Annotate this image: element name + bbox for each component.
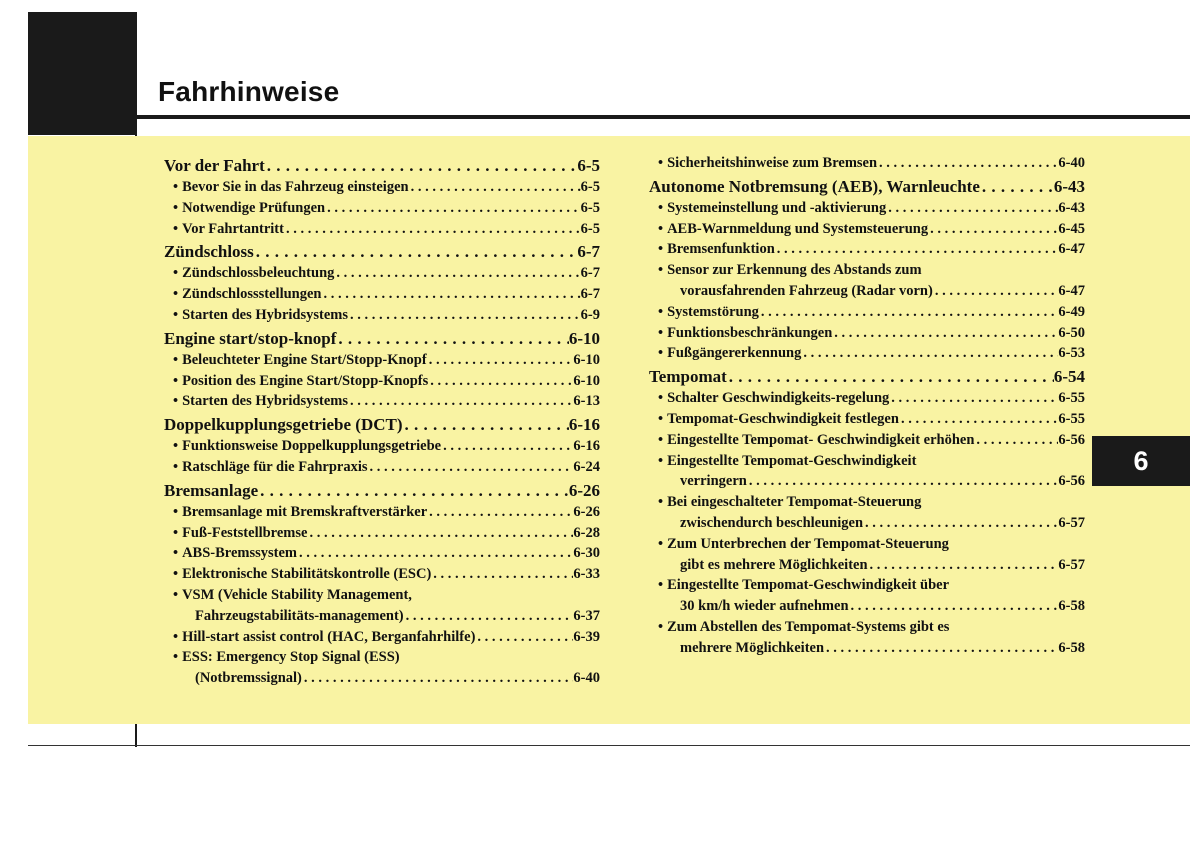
toc-entry[interactable]	[649, 343, 1085, 364]
toc-entry-title: Hill-start assist control (HAC, Berganfahrhilfe)	[182, 628, 476, 645]
toc-page-number: 6-43	[1058, 199, 1085, 216]
toc-entry[interactable]	[649, 617, 1085, 638]
toc-heading[interactable]	[164, 155, 600, 177]
toc-entry-title: Eingestellte Tempomat- Geschwindigkeit erhöhen	[667, 431, 975, 448]
toc-entry[interactable]	[649, 153, 1085, 174]
toc-heading[interactable]	[164, 328, 600, 350]
toc-entry[interactable]	[649, 219, 1085, 240]
bullet-icon: •	[658, 431, 664, 448]
dot-leader	[899, 409, 1058, 430]
dot-leader	[409, 177, 581, 198]
toc-page-number: 6-10	[573, 372, 600, 389]
toc-entry-title: verringern	[680, 473, 747, 490]
toc-entry-title: Funktionsweise Doppelkupplungsgetriebe	[182, 438, 442, 455]
toc-page-number: 6-55	[1058, 390, 1085, 407]
toc-entry-title: Notwendige Prüfungen	[182, 199, 326, 216]
dot-leader	[801, 343, 1058, 364]
bullet-icon: •	[658, 390, 664, 407]
toc-page-number: 6-49	[1058, 303, 1085, 320]
dot-leader	[348, 305, 581, 326]
toc-entry[interactable]	[164, 284, 600, 305]
toc-entry[interactable]	[649, 575, 1085, 596]
toc-entry-title: Zündschloss	[164, 242, 254, 262]
toc-entry[interactable]	[649, 471, 1085, 492]
toc-page-number: 6-56	[1058, 431, 1085, 448]
dot-leader	[403, 414, 569, 436]
toc-page-number: 6-10	[568, 328, 600, 348]
toc-entry[interactable]	[164, 668, 600, 689]
toc-heading[interactable]	[164, 241, 600, 263]
toc-entry-title: Systemstörung	[667, 303, 759, 320]
toc-entry-title: Fahrzeugstabilitäts-management)	[195, 607, 404, 624]
toc-entry-title: Position des Engine Start/Stopp-Knopfs	[182, 372, 429, 389]
toc-entry[interactable]	[649, 430, 1085, 451]
toc-heading[interactable]	[649, 366, 1085, 388]
toc-entry[interactable]	[649, 513, 1085, 534]
toc-page-number: 6-50	[1058, 324, 1085, 341]
bullet-icon: •	[658, 262, 664, 279]
bullet-icon: •	[173, 566, 179, 583]
dot-leader	[441, 436, 573, 457]
toc-entry[interactable]	[164, 523, 600, 544]
bullet-icon: •	[173, 458, 179, 475]
toc-entry[interactable]	[649, 409, 1085, 430]
toc-entry-title: (Notbremssignal)	[195, 670, 302, 687]
chapter-tab[interactable]: 6	[1092, 436, 1190, 486]
toc-entry[interactable]	[649, 281, 1085, 302]
dot-leader	[832, 323, 1058, 344]
toc-entry-title: Bremsenfunktion	[667, 241, 775, 258]
dot-leader	[265, 155, 578, 177]
bullet-icon: •	[658, 303, 664, 320]
toc-entry[interactable]	[649, 596, 1085, 617]
toc-entry-title: Eingestellte Tempomat-Geschwindigkeit über	[667, 577, 950, 594]
bullet-icon: •	[173, 524, 179, 541]
toc-entry-title: Bremsanlage mit Bremskraftverstärker	[182, 503, 428, 520]
bullet-icon: •	[173, 351, 179, 368]
toc-page-number: 6-58	[1058, 639, 1085, 656]
bullet-icon: •	[173, 586, 179, 603]
bullet-icon: •	[658, 155, 664, 171]
toc-page-number: 6-47	[1058, 282, 1085, 299]
dot-leader	[974, 430, 1058, 451]
toc-entry-title: Zum Abstellen des Tempomat-Systems gibt es	[667, 618, 950, 635]
toc-entry-title: Fuß-Feststellbremse	[182, 524, 308, 541]
dot-leader	[334, 263, 580, 284]
toc-page-number: 6-33	[573, 566, 600, 583]
toc-page-number: 6-37	[573, 607, 600, 624]
bullet-icon: •	[658, 577, 664, 594]
dot-leader	[877, 153, 1058, 174]
bullet-icon: •	[173, 220, 179, 237]
toc-entry-title: mehrere Möglichkeiten	[680, 639, 825, 656]
dot-leader	[980, 176, 1054, 198]
toc-page-number: 6-45	[1058, 220, 1085, 237]
toc-page-number: 6-7	[577, 242, 600, 262]
dot-leader	[824, 638, 1058, 659]
toc-page-number: 6-40	[573, 670, 600, 687]
toc-page-number: 6-7	[580, 265, 600, 282]
bullet-icon: •	[658, 220, 664, 237]
toc-entry[interactable]	[649, 534, 1085, 555]
toc-entry-title: Elektronische Stabilitätskontrolle (ESC)	[182, 566, 432, 583]
bullet-icon: •	[173, 265, 179, 282]
toc-entry-title: Engine start/stop-knopf	[164, 328, 337, 348]
dot-leader	[747, 471, 1059, 492]
dot-leader	[322, 284, 581, 305]
toc-entry[interactable]	[164, 391, 600, 412]
bullet-icon: •	[173, 393, 179, 410]
bullet-icon: •	[658, 199, 664, 216]
toc-page-number: 6-26	[568, 480, 600, 500]
page-title: Fahrhinweise	[158, 76, 340, 107]
dot-leader	[886, 198, 1058, 219]
toc-entry-title: 30 km/h wieder aufnehmen	[680, 598, 849, 615]
bullet-icon: •	[658, 535, 664, 552]
dot-leader	[427, 502, 573, 523]
toc-page-number: 6-56	[1058, 473, 1085, 490]
toc-entry[interactable]	[164, 263, 600, 284]
toc-page-number: 6-5	[580, 220, 600, 237]
toc-entry[interactable]	[649, 239, 1085, 260]
toc-entry-title: zwischendurch beschleunigen	[680, 514, 864, 531]
bullet-icon: •	[173, 649, 179, 666]
dot-leader	[302, 668, 574, 689]
toc-page-number: 6-43	[1053, 176, 1085, 196]
toc-entry[interactable]	[164, 350, 600, 371]
bottom-rule	[28, 745, 1190, 746]
toc-entry[interactable]	[164, 177, 600, 198]
dot-leader	[297, 543, 573, 564]
toc-entry[interactable]	[164, 502, 600, 523]
toc-page-number: 6-10	[573, 351, 600, 368]
toc-heading[interactable]	[164, 480, 600, 502]
toc-heading[interactable]	[164, 414, 600, 436]
toc-page-number: 6-47	[1058, 241, 1085, 258]
toc-entry[interactable]	[649, 198, 1085, 219]
dot-leader	[307, 523, 573, 544]
toc-page-number: 6-40	[1058, 155, 1085, 171]
toc-entry[interactable]	[164, 585, 600, 606]
toc-entry[interactable]	[164, 627, 600, 648]
toc-entry[interactable]	[164, 647, 600, 668]
toc-entry[interactable]	[649, 302, 1085, 323]
toc-entry-title: Fußgängererkennung	[667, 345, 802, 362]
toc-entry-title: Beleuchteter Engine Start/Stopp-Knopf	[182, 351, 427, 368]
dot-leader	[254, 241, 578, 263]
toc-entry-title: Autonome Notbremsung (AEB), Warnleuchte	[649, 176, 980, 196]
toc-entry[interactable]	[164, 198, 600, 219]
toc-entry-title: gibt es mehrere Möglichkeiten	[680, 556, 868, 573]
dot-leader	[367, 457, 573, 478]
dot-leader	[863, 513, 1058, 534]
toc-column-right	[649, 153, 1085, 659]
dot-leader	[258, 480, 569, 502]
toc-entry-title: Bevor Sie in das Fahrzeug einsteigen	[182, 179, 409, 195]
toc-page-number: 6-39	[573, 628, 600, 645]
toc-entry[interactable]	[649, 323, 1085, 344]
toc-entry-title: Starten des Hybridsystems	[182, 393, 349, 410]
toc-entry-title: Doppelkupplungsgetriebe (DCT)	[164, 415, 403, 435]
toc-entry-title: Bei eingeschalteter Tempomat-Steuerung	[667, 494, 922, 511]
toc-entry[interactable]	[164, 371, 600, 392]
toc-entry-title: ABS-Bremssystem	[182, 545, 297, 562]
toc-column-left	[164, 153, 600, 689]
toc-entry[interactable]	[649, 555, 1085, 576]
toc-entry-title: Funktionsbeschränkungen	[667, 324, 833, 341]
toc-page-number: 6-16	[573, 438, 600, 455]
bullet-icon: •	[658, 618, 664, 635]
toc-page-number: 6-55	[1058, 410, 1085, 427]
toc-entry[interactable]	[164, 305, 600, 326]
bullet-icon: •	[173, 438, 179, 455]
toc-entry[interactable]	[164, 219, 600, 240]
dot-leader	[428, 371, 573, 392]
bullet-icon: •	[658, 345, 664, 362]
toc-page-number: 6-58	[1058, 598, 1085, 615]
toc-entry-title: VSM (Vehicle Stability Management,	[182, 586, 412, 603]
dot-leader	[775, 239, 1059, 260]
toc-entry-title: Ratschläge für die Fahrpraxis	[182, 458, 368, 475]
toc-page-number: 6-26	[573, 503, 600, 520]
toc-entry-title: Vor der Fahrt	[164, 156, 265, 175]
toc-entry-title: Schalter Geschwindigkeits-regelung	[667, 390, 890, 407]
dot-leader	[933, 281, 1059, 302]
bullet-icon: •	[173, 199, 179, 216]
toc-entry[interactable]	[164, 457, 600, 478]
dot-leader	[849, 596, 1059, 617]
dot-leader	[889, 388, 1058, 409]
dot-leader	[928, 219, 1058, 240]
toc-page-number: 6-5	[577, 156, 600, 175]
toc-page-number: 6-57	[1058, 514, 1085, 531]
toc-entry[interactable]	[164, 436, 600, 457]
bullet-icon: •	[658, 452, 664, 469]
dot-leader	[348, 391, 573, 412]
dot-leader	[727, 366, 1054, 388]
toc-page-number: 6-28	[573, 524, 600, 541]
toc-page-number: 6-54	[1053, 367, 1085, 387]
toc-entry-title: AEB-Warnmeldung und Systemsteuerung	[667, 220, 929, 237]
toc-page-number: 6-5	[580, 199, 600, 216]
toc-entry[interactable]	[649, 638, 1085, 659]
toc-entry[interactable]	[649, 492, 1085, 513]
toc-entry-title: Zündschlossstellungen	[182, 286, 322, 303]
dot-leader	[336, 328, 568, 350]
dot-leader	[431, 564, 573, 585]
bullet-icon: •	[173, 372, 179, 389]
toc-entry[interactable]	[649, 260, 1085, 281]
dot-leader	[284, 219, 581, 240]
toc-entry-title: Starten des Hybridsystems	[182, 306, 349, 323]
bullet-icon: •	[658, 241, 664, 258]
toc-entry-title: Zündschlossbeleuchtung	[182, 265, 335, 282]
dot-leader	[759, 302, 1058, 323]
dot-leader	[475, 627, 573, 648]
toc-entry-title: Tempomat	[649, 367, 727, 387]
toc-page-number: 6-13	[573, 393, 600, 410]
toc-entry-title: Sensor zur Erkennung des Abstands zum	[667, 262, 922, 279]
dot-leader	[427, 350, 574, 371]
header-black-block	[28, 12, 136, 135]
toc-page-number: 6-5	[580, 179, 600, 195]
bullet-icon: •	[173, 306, 179, 323]
toc-entry[interactable]	[164, 564, 600, 585]
bullet-icon: •	[173, 545, 179, 562]
toc-page-number: 6-24	[573, 458, 600, 475]
title-rule	[136, 115, 1190, 119]
toc-page-number: 6-57	[1058, 556, 1085, 573]
toc-page-number: 6-16	[568, 415, 600, 435]
bullet-icon: •	[173, 286, 179, 303]
bullet-icon: •	[173, 179, 179, 195]
toc-entry-title: Vor Fahrtantritt	[182, 220, 284, 237]
toc-entry[interactable]	[649, 388, 1085, 409]
toc-entry-title: Bremsanlage	[164, 480, 259, 500]
toc-entry[interactable]	[164, 543, 600, 564]
dot-leader	[868, 555, 1059, 576]
toc-entry-title: Zum Unterbrechen der Tempomat-Steuerung	[667, 535, 949, 552]
toc-page-number: 6-53	[1058, 345, 1085, 362]
toc-entry-title: Systemeinstellung und -aktivierung	[667, 199, 887, 216]
toc-entry-title: Sicherheitshinweise zum Bremsen	[667, 155, 878, 171]
toc-entry[interactable]	[164, 606, 600, 627]
dot-leader	[325, 198, 581, 219]
toc-page-number: 6-7	[580, 286, 600, 303]
toc-heading[interactable]	[649, 176, 1085, 198]
bullet-icon: •	[658, 410, 664, 427]
toc-page-number: 6-9	[580, 306, 600, 323]
toc-entry-title: Eingestellte Tempomat-Geschwindigkeit	[667, 452, 917, 469]
toc-entry-title: ESS: Emergency Stop Signal (ESS)	[182, 649, 400, 666]
bullet-icon: •	[173, 628, 179, 645]
toc-page-number: 6-30	[573, 545, 600, 562]
toc-entry-title: vorausfahrenden Fahrzeug (Radar vorn)	[680, 282, 933, 299]
bullet-icon: •	[658, 494, 664, 511]
bullet-icon: •	[173, 503, 179, 520]
dot-leader	[404, 606, 574, 627]
toc-entry-title: Tempomat-Geschwindigkeit festlegen	[667, 410, 899, 427]
toc-entry[interactable]	[649, 451, 1085, 472]
bullet-icon: •	[658, 324, 664, 341]
